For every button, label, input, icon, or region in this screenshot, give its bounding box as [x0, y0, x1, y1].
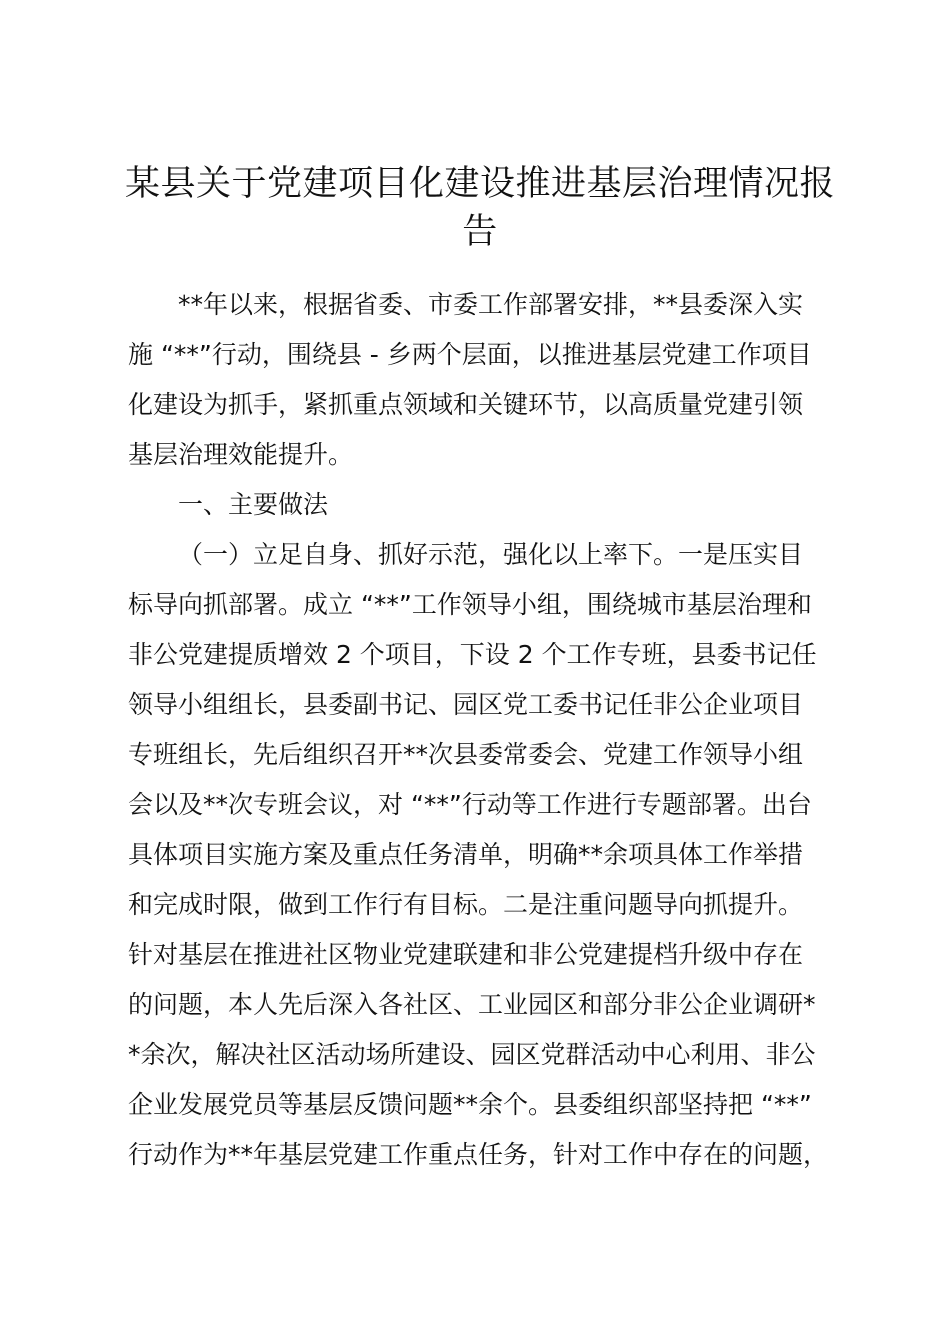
- body-line-4: 基层治理效能提升。: [128, 440, 354, 469]
- body-line-1: **年以来，根据省委、市委工作部署安排，**县委深入实: [178, 290, 804, 319]
- body-line-12: 具体项目实施方案及重点任务清单，明确**余项具体工作举措: [128, 840, 804, 869]
- body-line-15: 的问题，本人先后深入各社区、工业园区和部分非公企业调研*: [128, 990, 816, 1019]
- section-heading-main-practices: 一、主要做法: [178, 490, 329, 519]
- body-line-14: 针对基层在推进社区物业党建联建和非公党建提档升级中存在: [128, 940, 804, 969]
- body-line-13: 和完成时限，做到工作行有目标。二是注重问题导向抓提升。: [128, 890, 804, 919]
- body-line-6: （一）立足自身、抓好示范，强化以上率下。一是压实目: [178, 540, 804, 569]
- body-line-7: 标导向抓部署。成立 “**”工作领导小组，围绕城市基层治理和: [128, 590, 812, 619]
- body-line-11: 会以及**次专班会议，对 “**”行动等工作进行专题部署。出台: [128, 790, 812, 819]
- body-line-2: 施 “**”行动，围绕县 - 乡两个层面，以推进基层党建工作项目: [128, 340, 812, 369]
- body-line-10: 专班组长，先后组织召开**次县委常委会、党建工作领导小组: [128, 740, 804, 769]
- document-title-line-1: 某县关于党建项目化建设推进基层治理情况报: [124, 164, 835, 204]
- body-line-16: *余次，解决社区活动场所建设、园区党群活动中心利用、非公: [128, 1040, 816, 1069]
- document-title-line-2: 告: [462, 212, 498, 252]
- body-line-17: 企业发展党员等基层反馈问题**余个。县委组织部坚持把 “**”: [128, 1090, 812, 1119]
- body-line-8: 非公党建提质增效 2 个项目，下设 2 个工作专班，县委书记任: [128, 640, 817, 669]
- body-line-9: 领导小组组长，县委副书记、园区党工委书记任非公企业项目: [128, 690, 804, 719]
- body-line-3: 化建设为抓手，紧抓重点领域和关键环节，以高质量党建引领: [128, 390, 804, 419]
- body-line-18: 行动作为**年基层党建工作重点任务，针对工作中存在的问题，: [128, 1140, 829, 1169]
